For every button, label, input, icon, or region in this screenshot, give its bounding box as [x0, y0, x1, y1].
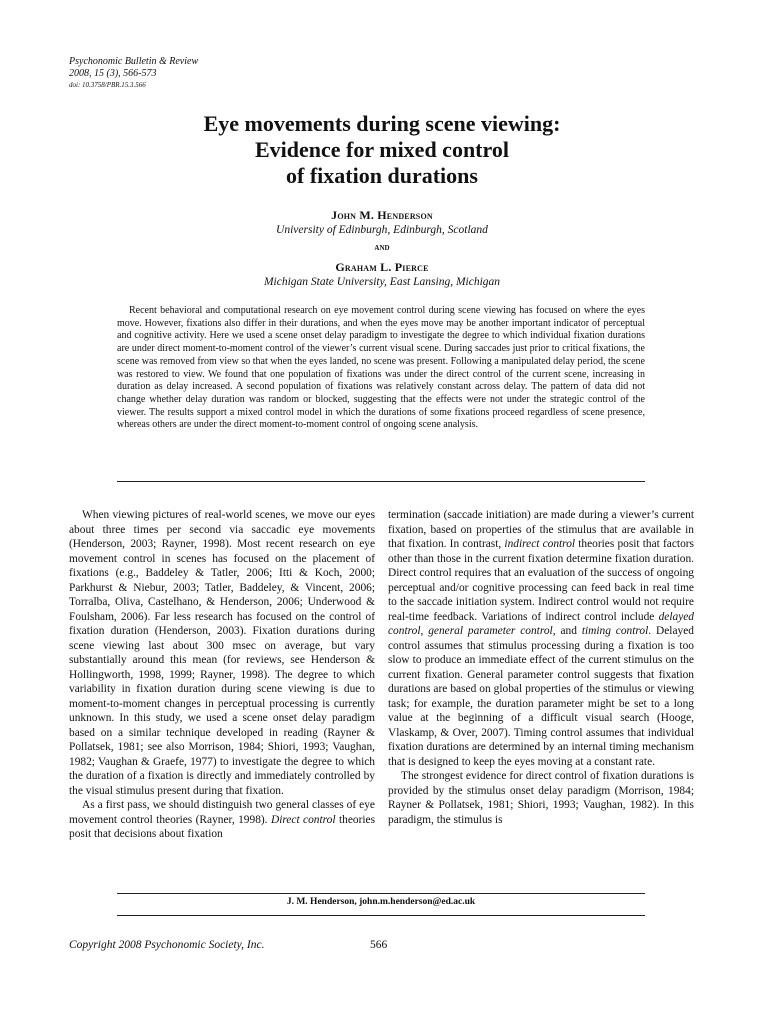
emphasis-term: indirect control — [504, 538, 576, 550]
emphasis-term: delayed control — [388, 610, 694, 637]
journal-doi: doi: 10.3758/PBR.15.3.566 — [69, 81, 146, 89]
body-paragraph: When viewing pictures of real-world scenes, we move our eyes about three times per second via saccadic eye movements (Henderson, 2003; Rayner, 1998). Most recent research on eye movement control in scenes has focused on the placement of fixations (e.g., Baddeley & Tatler, 2006; Itti & Koch, 2000; Parkhurst & Niebur, 2003; Tatler, Baddeley, & Vincent, 2006; Torralba, Oliva, Castelhano, & Henderson, 2006; Underwood & Foulsham, 2006). Far less research has focused on the control of fixation duration (Henderson, 2003). Fixation durations during scene viewing last about 300 msec on average, but vary substantially around this mean (for reviews, see Henderson & Hollingworth, 1998, 1999; Rayner, 1998). The degree to which variability in fixation duration during scene viewing is due to moment-to-moment changes in perceptual processing is currently unknown. In this study, we used a scene onset delay paradigm based on a similar technique developed in reading (Rayner & Pollatsek, 1981; see also Morrison, 1984; Shiori, 1993; Vaughan, 1982; Vaughan & Graefe, 1977) to investigate the degree to which the duration of a fixation is directly and immediately controlled by the visual stimulus present during that fixation. — [69, 509, 375, 797]
abstract-divider — [117, 481, 645, 482]
author-affiliation-1: University of Edinburgh, Edinburgh, Scotland — [276, 224, 488, 236]
page-number: 566 — [370, 939, 388, 951]
body-text: As a first pass, we should distinguish two general classes of eye movement control theories (Rayner, 1998). — [69, 799, 375, 826]
body-column-left — [69, 508, 375, 842]
title-line-1: Eye movements during scene viewing: — [203, 111, 561, 136]
correspondence-footnote: J. M. Henderson, john.m.henderson@ed.ac.uk — [286, 897, 476, 907]
author-name-1: John M. Henderson — [331, 208, 433, 222]
body-column-right — [388, 508, 694, 827]
journal-volume: 2008, 15 (3), 566-573 — [69, 68, 157, 79]
title-line-3: of fixation durations — [286, 163, 478, 188]
emphasis-term: timing control — [581, 625, 649, 637]
emphasis-term: Direct control — [270, 813, 336, 826]
author-affiliation-2: Michigan State University, East Lansing, Michigan — [263, 276, 501, 288]
body-text: theories posit that factors other than those in the current fixation determine fixation duration. Direct control requires that an evaluation of the success of ongoing perceptual and/or cognitive processing can feed back in real time to the saccade initiation system. Indirect control would not require real-time feedback. Variations of indirect control include — [388, 538, 694, 623]
body-text: termination (saccade initiation) are made during a viewer’s current fixation, based on properties of the stimulus that are available in that fixation. In contrast, — [388, 509, 694, 550]
journal-header — [69, 56, 198, 90]
body-text: , and — [552, 625, 582, 637]
body-paragraph — [69, 798, 375, 842]
body-text: , — [420, 625, 429, 637]
copyright-notice: Copyright 2008 Psychonomic Society, Inc. — [69, 939, 265, 951]
footnote-rule-top — [117, 893, 645, 894]
body-paragraph: The strongest evidence for direct control of fixation durations is provided by the stimulus onset delay paradigm (Morrison, 1984; Rayner & Pollatsek, 1981; Shiori, 1993; Vaughan, 1982). In this paradigm, the stimulus is — [388, 770, 694, 826]
footnote-rule-bottom — [117, 915, 645, 916]
paper-title — [100, 111, 664, 189]
body-text: . Delayed control assumes that stimulus processing during a fixation is too slow to produce an immediate effect of the current stimulus on the current fixation. General parameter control suggests that fixation durations are based on global properties of the stimulus or viewing task; for example, the duration parameter might be set to a long value at the beginning of a difficult visual search (Hooge, Vlaskamp, & Over, 2007). Timing control assumes that individual fixation durations are determined by an internal timing mechanism that is designed to keep the eyes moving at a constant rate. — [388, 625, 694, 768]
title-line-2: Evidence for mixed control — [255, 137, 509, 162]
body-paragraph — [388, 508, 694, 769]
abstract: Recent behavioral and computational research on eye movement control during scene viewing has focused on where the eyes move. However, fixations also differ in their durations, and when the eyes move may be another important indicator of perceptual and cognitive activity. Here we used a scene onset delay paradigm to investigate the degree to which individual fixation durations are under direct moment-to-moment control of the viewer’s current visual scene. During saccades just prior to critical fixations, the scene was removed from view so that when the eyes landed, no scene was present. Following a manipulated delay period, the scene was restored to view. We found that one population of fixations was under the direct control of the current scene, increasing in duration as delay increased. A second population of fixations was relatively constant across delay. The pattern of data did not change whether delay duration was random or blocked, suggesting that the effects were not under the strategic control of the viewer. The results support a mixed control model in which the durations of some fixations proceed regardless of scene presence, whereas others are under the direct moment-to-moment control of ongoing scene analysis. — [117, 305, 645, 431]
body-text: theories posit that decisions about fixation — [69, 813, 376, 840]
journal-name: Psychonomic Bulletin & Review — [69, 56, 199, 67]
author-name-2: Graham L. Pierce — [335, 260, 429, 274]
author-block — [100, 208, 664, 290]
author-separator: and — [374, 243, 390, 253]
emphasis-term: general parameter control — [428, 625, 553, 637]
